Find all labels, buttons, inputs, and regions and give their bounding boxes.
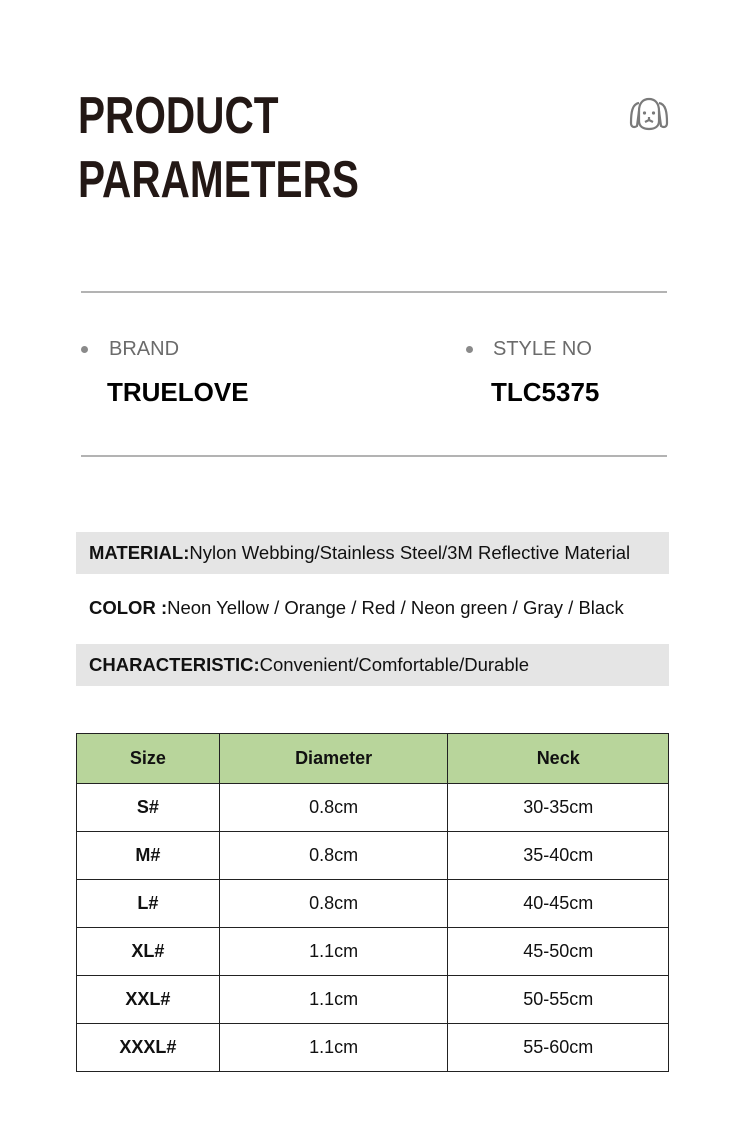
title-line-1: PRODUCT <box>78 87 279 145</box>
size-cell: L# <box>77 880 220 928</box>
neck-cell: 55-60cm <box>448 1024 669 1072</box>
size-cell: XL# <box>77 928 220 976</box>
neck-cell: 45-50cm <box>448 928 669 976</box>
table-row <box>77 928 669 976</box>
neck-cell: 35-40cm <box>448 832 669 880</box>
color-row <box>76 587 669 629</box>
table-row <box>77 1024 669 1072</box>
neck-cell: 30-35cm <box>448 784 669 832</box>
dog-face-icon <box>628 93 670 133</box>
diameter-cell: 0.8cm <box>219 784 448 832</box>
page-title <box>78 84 359 212</box>
color-value: Neon Yellow / Orange / Red / Neon green / Gray / Black <box>167 597 624 618</box>
table-row <box>77 880 669 928</box>
table-row <box>77 976 669 1024</box>
neck-cell: 40-45cm <box>448 880 669 928</box>
characteristic-row <box>76 644 669 686</box>
color-key: COLOR : <box>89 597 168 618</box>
characteristic-value: Convenient/Comfortable/Durable <box>259 654 530 675</box>
neck-cell: 50-55cm <box>448 976 669 1024</box>
size-table <box>76 733 669 1072</box>
col-header-diameter: Diameter <box>219 734 448 784</box>
size-cell: XXXL# <box>77 1024 220 1072</box>
title-line-2: PARAMETERS <box>78 151 359 209</box>
size-cell: XXL# <box>77 976 220 1024</box>
characteristic-key: CHARACTERISTIC: <box>89 654 260 675</box>
style-value: TLC5375 <box>491 377 600 407</box>
diameter-cell: 1.1cm <box>219 928 448 976</box>
diameter-cell: 1.1cm <box>219 1024 448 1072</box>
bullet-icon <box>81 346 88 353</box>
brand-label: BRAND <box>109 338 180 360</box>
material-key: MATERIAL: <box>89 542 190 563</box>
material-row <box>76 532 669 574</box>
col-header-size: Size <box>77 734 220 784</box>
style-label: STYLE NO <box>493 338 592 360</box>
size-cell: S# <box>77 784 220 832</box>
col-header-neck: Neck <box>448 734 669 784</box>
diameter-cell: 0.8cm <box>219 832 448 880</box>
divider-bottom <box>81 455 667 457</box>
table-row <box>77 832 669 880</box>
material-value: Nylon Webbing/Stainless Steel/3M Reflective Material <box>189 542 631 563</box>
brand-value: TRUELOVE <box>107 377 249 407</box>
divider-top <box>81 291 667 293</box>
bullet-icon <box>466 346 473 353</box>
size-cell: M# <box>77 832 220 880</box>
diameter-cell: 0.8cm <box>219 880 448 928</box>
diameter-cell: 1.1cm <box>219 976 448 1024</box>
table-row <box>77 784 669 832</box>
table-header-row <box>77 734 669 784</box>
